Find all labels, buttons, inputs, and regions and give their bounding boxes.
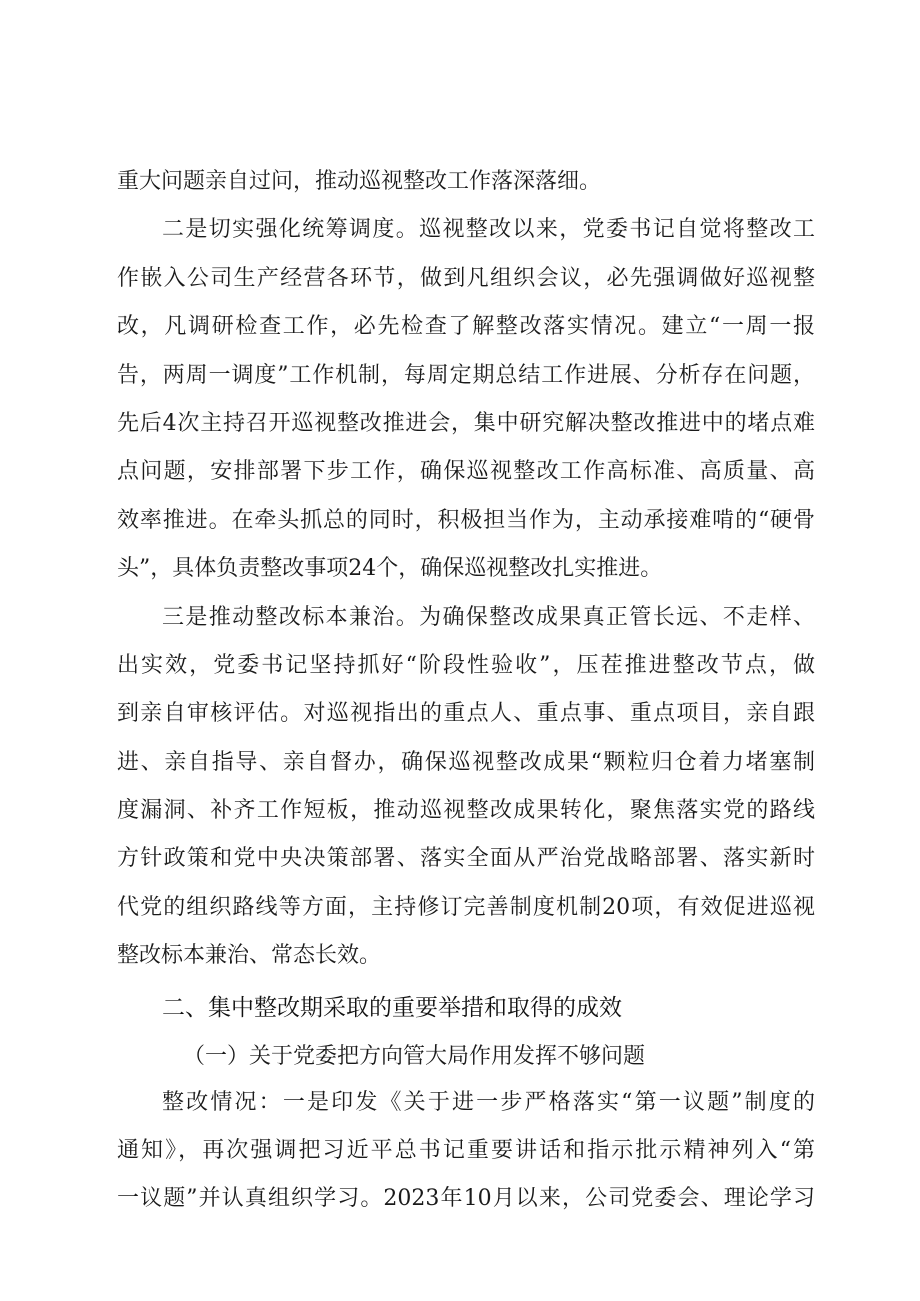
paragraph-line: 告，两周一调度”工作机制，每周定期总结工作进展、分析存在问题，: [117, 362, 815, 388]
paragraph-line: 重大问题亲自过问，推动巡视整改工作落深落细。: [117, 169, 602, 194]
paragraph-line: 到亲自审核评估。对巡视指出的重点人、重点事、重点项目，亲自跟: [117, 701, 815, 727]
paragraph-line: 作嵌入公司生产经营各环节，做到凡组织会议，必先强调做好巡视整: [117, 265, 815, 291]
paragraph-line: 方针政策和党中央决策部署、落实全面从严治党战略部署、落实新时: [117, 846, 815, 872]
subsection-heading: （一）关于党委把方向管大局作用发挥不够问题: [183, 1043, 646, 1069]
section-heading: 二、集中整改期采取的重要举措和取得的成效: [162, 994, 622, 1021]
paragraph-line: 代党的组织路线等方面，主持修订完善制度机制20项，有效促进巡视: [117, 894, 815, 920]
paragraph-line: 二是切实强化统筹调度。巡视整改以来，党委书记自觉将整改工: [162, 217, 815, 243]
paragraph-line: 度漏洞、补齐工作短板，推动巡视整改成果转化，聚焦落实党的路线: [117, 798, 815, 824]
document-body: [117, 158, 815, 1224]
paragraph-line: 一议题”并认真组织学习。2023年10月以来，公司党委会、理论学习: [117, 1186, 815, 1212]
paragraph-line: 改，凡调研检查工作，必先检查了解整改落实情况。建立“一周一报: [117, 314, 815, 340]
paragraph-line: 三是推动整改标本兼治。为确保整改成果真正管长远、不走样、: [162, 604, 815, 630]
paragraph-line: 整改情况：一是印发《关于进一步严格落实“第一议题”制度的: [162, 1089, 815, 1115]
paragraph-line: 通知》，再次强调把习近平总书记重要讲话和指示批示精神列入“第: [117, 1138, 815, 1164]
paragraph-line: 整改标本兼治、常态长效。: [117, 943, 382, 969]
paragraph-line: 先后4次主持召开巡视整改推进会，集中研究解决整改推进中的堵点难: [117, 410, 815, 436]
paragraph-line: 点问题，安排部署下步工作，确保巡视整改工作高标准、高质量、高: [117, 459, 815, 485]
paragraph-line: 进、亲自指导、亲自督办，确保巡视整改成果“颗粒归仓着力堵塞制: [117, 749, 815, 775]
paragraph-line: 头”，具体负责整改事项24个，确保巡视整改扎实推进。: [117, 556, 663, 582]
paragraph-line: 出实效，党委书记坚持抓好“阶段性验收”，压茬推进整改节点，做: [117, 652, 815, 678]
paragraph-line: 效率推进。在牵头抓总的同时，积极担当作为，主动承接难啃的“硬骨: [117, 507, 815, 533]
